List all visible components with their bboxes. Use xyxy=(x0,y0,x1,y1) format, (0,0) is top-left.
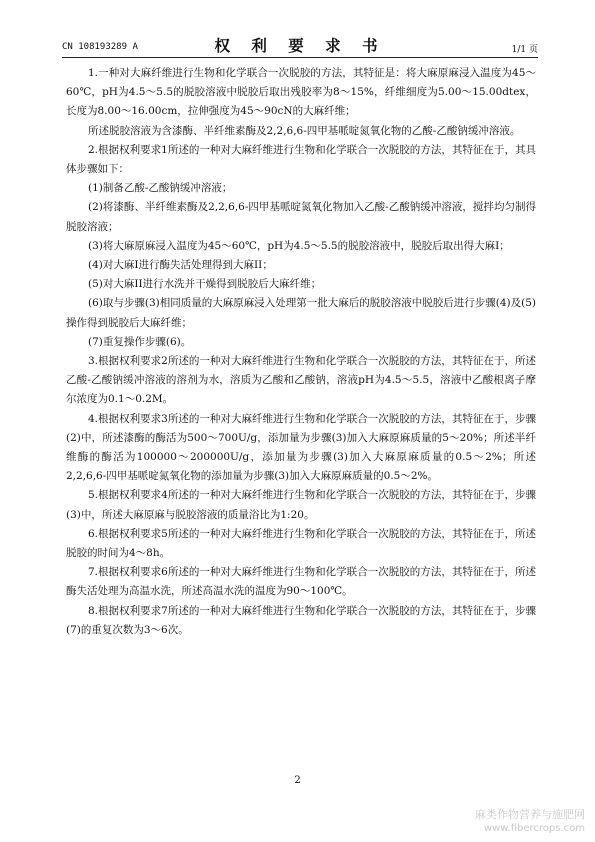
claim-2-step-3: (3)将大麻原麻浸入温度为45～60℃，pH为4.5～5.5的脱胶溶液中，脱胶后取出得大麻I； xyxy=(88,239,510,252)
claim-3-paragraph: 3.根据权利要求2所述的一种对大麻纤维进行生物和化学联合一次脱胶的方法，其特征在于，所述乙酸-乙酸钠缓冲溶液的溶剂为水，溶质为乙酸和乙酸钠，溶液pH为4.5～5.5，溶液中乙酸根离子摩尔浓度为0.1～0.2M。 xyxy=(66,355,536,406)
claim-5-paragraph: 5.根据权利要求4所述的一种对大麻纤维进行生物和化学联合一次脱胶的方法，其特征在于，步骤(3)中，所述大麻原麻与脱胶溶液的质量浴比为1:20。 xyxy=(66,489,536,521)
publication-number: CN 108193289 A xyxy=(62,42,138,52)
claim-2-step-4: (4)对大麻I进行酶失活处理得到大麻II； xyxy=(88,259,273,272)
page-count: 1/1 页 xyxy=(511,45,538,55)
claim-2-step-5: (5)对大麻II进行水洗并干燥得到脱胶后大麻纤维； xyxy=(88,278,322,291)
page-number: 2 xyxy=(294,775,301,786)
claim-8-paragraph: 8.根据权利要求7所述的一种对大麻纤维进行生物和化学联合一次脱胶的方法，其特征在于，步骤(7)的重复次数为3～6次。 xyxy=(66,604,536,636)
header-rule xyxy=(62,57,538,58)
claim-1-paragraph: 1.一种对大麻纤维进行生物和化学联合一次脱胶的方法，其特征是：将大麻原麻浸入温度为45～60℃，pH为4.5～5.5的脱胶溶液中脱胶后取出残胶率为8～15%，纤维细度为5.00～15.00dtex，长度为8.00～16.00cm，拉伸强度为45～90cN的大麻纤维； xyxy=(66,67,536,118)
claim-7-paragraph: 7.根据权利要求6所述的一种对大麻纤维进行生物和化学联合一次脱胶的方法，其特征在于，所述酶失活处理为高温水洗，所述高温水洗的温度为90～100℃。 xyxy=(66,566,536,598)
claim-2-step-1: (1)制备乙酸-乙酸钠缓冲溶液； xyxy=(88,182,233,195)
claim-2-step-2: (2)将漆酶、半纤维素酶及2,2,6,6-四甲基哌啶氮氧化物加入乙酸-乙酸钠缓冲溶液，搅拌均匀制得脱胶溶液； xyxy=(66,201,536,233)
claim-6-paragraph: 6.根据权利要求5所述的一种对大麻纤维进行生物和化学联合一次脱胶的方法，其特征在于，所述脱胶的时间为4～8h。 xyxy=(66,527,536,560)
page-header xyxy=(62,34,538,58)
watermark-site-url: www.fibercrops.com xyxy=(483,823,585,834)
claim-2-step-6: (6)取与步骤(3)相同质量的大麻原麻浸入处理第一批大麻后的脱胶溶液中脱胶后进行步骤(4)及(5)操作得到脱胶后大麻纤维； xyxy=(66,297,536,329)
claim-2-step-7: (7)重复操作步骤(6)。 xyxy=(88,335,192,348)
site-watermark xyxy=(475,808,585,836)
claims-body xyxy=(66,64,536,640)
watermark-site-name: 麻类作物营养与施肥网 xyxy=(475,808,585,821)
document-title: 权 利 要 求 书 xyxy=(214,36,386,55)
claim-4-paragraph: 4.根据权利要求3所述的一种对大麻纤维进行生物和化学联合一次脱胶的方法，其特征在于，步骤(2)中，所述漆酶的酶活为500～700U/g，添加量为步骤(3)加入大麻原麻质量的5～20%；所述半纤维酶的酶活为100000～200000U/g，添加量为步骤(3)加入大麻原麻质量的0.5～2%；所述2,2,6,6-四甲基哌啶氮氧化物的添加量为步骤(3)加入大麻原麻质量的0.5～2%。 xyxy=(66,412,536,483)
claim-1-continuation: 所述脱胶溶液为含漆酶、半纤维素酶及2,2,6,6-四甲基哌啶氮氧化物的乙酸-乙酸钠缓冲溶液。 xyxy=(88,124,521,137)
claim-2-paragraph: 2.根据权利要求1所述的一种对大麻纤维进行生物和化学联合一次脱胶的方法，其特征在于，其具体步骤如下： xyxy=(66,143,536,176)
